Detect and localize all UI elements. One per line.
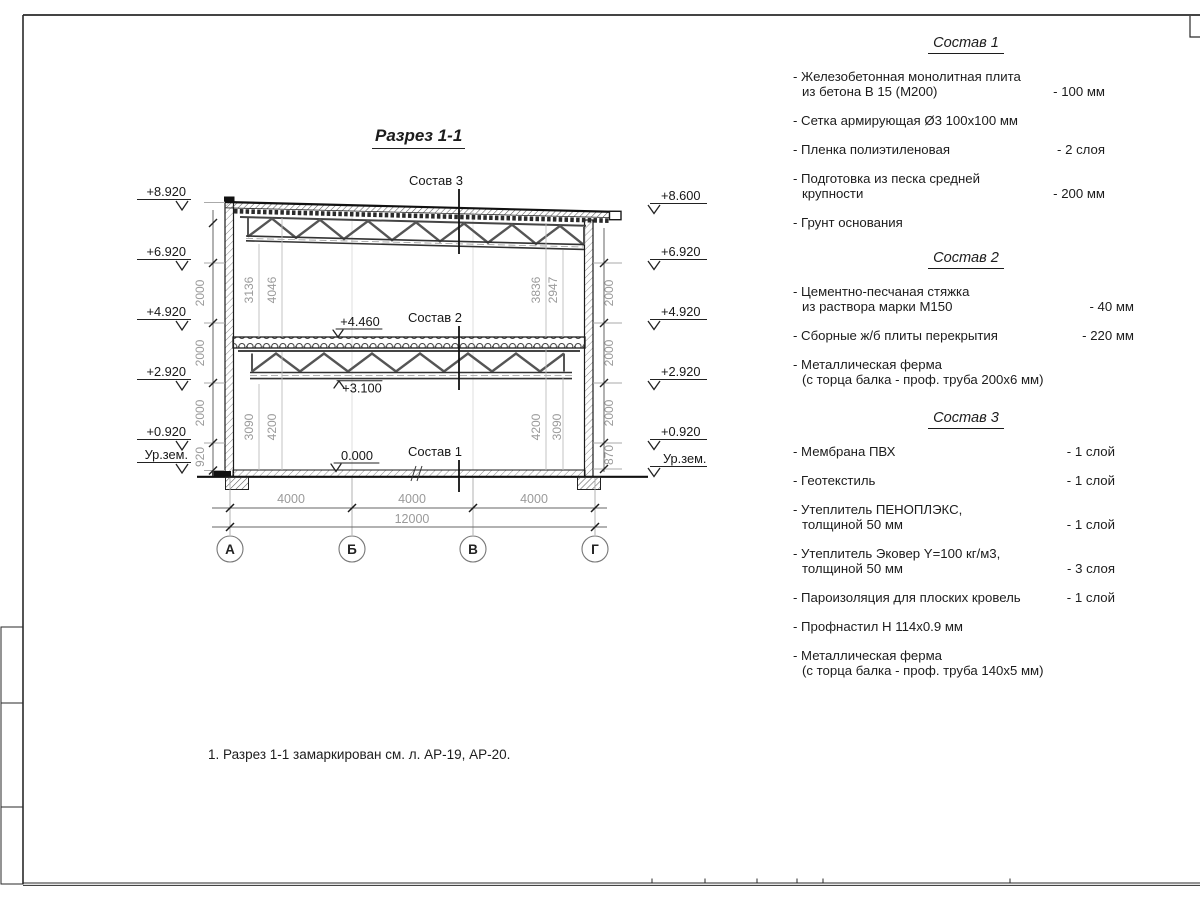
spec-item: - Пароизоляция для плоских кровель - 1 слой [793, 590, 1115, 605]
level-arrow-down-icon [176, 201, 188, 210]
svg-text:2000: 2000 [602, 279, 616, 307]
svg-text:+4.920: +4.920 [146, 304, 186, 319]
right-foundation [578, 477, 601, 490]
spec-heading-3: Состав 3 [793, 411, 1139, 426]
spec-item: - Грунт основания [793, 215, 903, 230]
svg-text:2000: 2000 [193, 339, 207, 367]
svg-text:2000: 2000 [193, 279, 207, 307]
svg-text:+2.920: +2.920 [146, 364, 186, 379]
svg-text:Г: Г [591, 541, 599, 557]
level-mark [648, 364, 707, 390]
level-arrow-down-icon [648, 321, 660, 330]
svg-text:3136: 3136 [242, 276, 256, 304]
svg-text:+8.920: +8.920 [146, 184, 186, 199]
level-mark [137, 184, 191, 210]
svg-text:В: В [468, 541, 478, 557]
svg-text:Ур.зем.: Ур.зем. [144, 447, 188, 462]
spec-item: - Железобетонная монолитная плита из бетона В 15 (М200) - 100 мм [793, 69, 1105, 99]
floor-structure [233, 337, 585, 379]
spec-item: - Утеплитель ПЕНОПЛЭКС, толщиной 50 мм - 1 слой [793, 502, 1115, 532]
level-mark [137, 304, 191, 330]
level-arrow-down-icon [176, 381, 188, 390]
level-arrow-down-icon [648, 381, 660, 390]
level-arrow-down-icon [333, 330, 343, 337]
svg-text:4200: 4200 [529, 413, 543, 441]
svg-text:Б: Б [347, 541, 357, 557]
spec-item: - Пленка полиэтиленовая - 2 слоя [793, 142, 1105, 157]
svg-text:+0.920: +0.920 [146, 424, 186, 439]
note-text: 1. Разрез 1-1 замаркирован см. л. АР-19, АР-20. [208, 747, 511, 762]
level-arrow-down-icon [176, 321, 188, 330]
composition-specs [793, 36, 1139, 692]
label-sostav-2: Состав 2 [408, 310, 462, 325]
level-arrow-down-icon [648, 261, 660, 270]
roof-structure [225, 202, 621, 249]
right-dimension-chain [593, 228, 622, 473]
floor-truss-webs [252, 354, 564, 372]
level-mark [648, 304, 707, 330]
svg-text:12000: 12000 [394, 512, 430, 526]
svg-text:4000: 4000 [520, 492, 548, 506]
level-arrow-down-icon [648, 205, 660, 214]
ground-floor [197, 466, 648, 490]
spec-item: - Цементно-песчаная стяжка из раствора марки М150 - 40 мм [793, 284, 1134, 314]
right-wall [585, 220, 594, 477]
label-sostav-3: Состав 3 [409, 173, 463, 188]
mark-truss-bottom: +3.100 [342, 380, 382, 396]
level-arrow-down-icon [648, 468, 660, 477]
level-arrow-down-icon [176, 464, 188, 473]
spec-item: - Подготовка из песка средней крупности - 200 мм [793, 171, 1105, 201]
title-block-ticks [652, 879, 1010, 884]
spec-item: - Металлическая ферма (с торца балка - проф. труба 140х5 мм) [793, 648, 1044, 678]
corner-box [1190, 16, 1200, 37]
svg-text:Ур.зем.: Ур.зем. [663, 451, 707, 466]
label-sostav-1: Состав 1 [408, 444, 462, 459]
left-foundation [226, 477, 249, 490]
spec-item: - Мембрана ПВХ - 1 слой [793, 444, 1115, 459]
spec-heading-2: Состав 2 [793, 251, 1139, 266]
left-dimension-chain [193, 203, 225, 477]
spec-item: - Сборные ж/б плиты перекрытия - 220 мм [793, 328, 1134, 343]
left-elevation-marks [137, 184, 191, 473]
spec-item: - Сетка армирующая Ø3 100x100 мм [793, 113, 1018, 128]
svg-text:2000: 2000 [602, 339, 616, 367]
right-elevation-marks [648, 188, 707, 477]
svg-text:+2.920: +2.920 [661, 364, 701, 379]
svg-text:920: 920 [193, 446, 207, 468]
level-mark [648, 451, 707, 477]
spec-item: - Металлическая ферма (с торца балка - проф. труба 200х6 мм) [793, 357, 1044, 387]
svg-text:4046: 4046 [265, 276, 279, 304]
svg-text:+4.920: +4.920 [661, 304, 701, 319]
level-mark [648, 244, 707, 270]
axis-bubbles [217, 536, 608, 562]
bottom-dimensions [212, 478, 607, 535]
mark-slab-top: +4.460 [340, 314, 380, 329]
svg-text:4000: 4000 [398, 492, 426, 506]
svg-text:+0.920: +0.920 [661, 424, 701, 439]
svg-text:3836: 3836 [529, 276, 543, 304]
spec-item: - Утеплитель Эковер Y=100 кг/м3, толщиной 50 мм - 3 слоя [793, 546, 1115, 576]
spec-item: - Профнастил Н 114х0.9 мм [793, 619, 963, 634]
svg-text:2000: 2000 [193, 399, 207, 427]
drawing-title: Разрез 1-1 [372, 126, 465, 149]
spec-heading-1: Состав 1 [793, 36, 1139, 51]
svg-text:+8.600: +8.600 [661, 188, 701, 203]
hollow-core-slab [233, 337, 585, 348]
svg-text:870: 870 [602, 444, 616, 466]
mark-floor-zero: 0.000 [340, 448, 374, 463]
svg-text:2947: 2947 [546, 276, 560, 304]
level-mark [648, 424, 707, 450]
svg-text:А: А [225, 541, 235, 557]
svg-text:3090: 3090 [242, 413, 256, 441]
level-mark [137, 447, 191, 473]
level-mark [648, 188, 707, 214]
spec-item: - Геотекстиль - 1 слой [793, 473, 1115, 488]
level-arrow-down-icon [176, 261, 188, 270]
svg-text:+6.920: +6.920 [661, 244, 701, 259]
svg-text:4200: 4200 [265, 413, 279, 441]
level-mark [137, 364, 191, 390]
svg-text:4000: 4000 [277, 492, 305, 506]
level-mark [137, 244, 191, 270]
level-arrow-down-icon [648, 441, 660, 450]
svg-text:2000: 2000 [602, 399, 616, 427]
svg-text:3090: 3090 [550, 413, 564, 441]
svg-text:+6.920: +6.920 [146, 244, 186, 259]
margin-stamp-boxes [1, 627, 23, 884]
